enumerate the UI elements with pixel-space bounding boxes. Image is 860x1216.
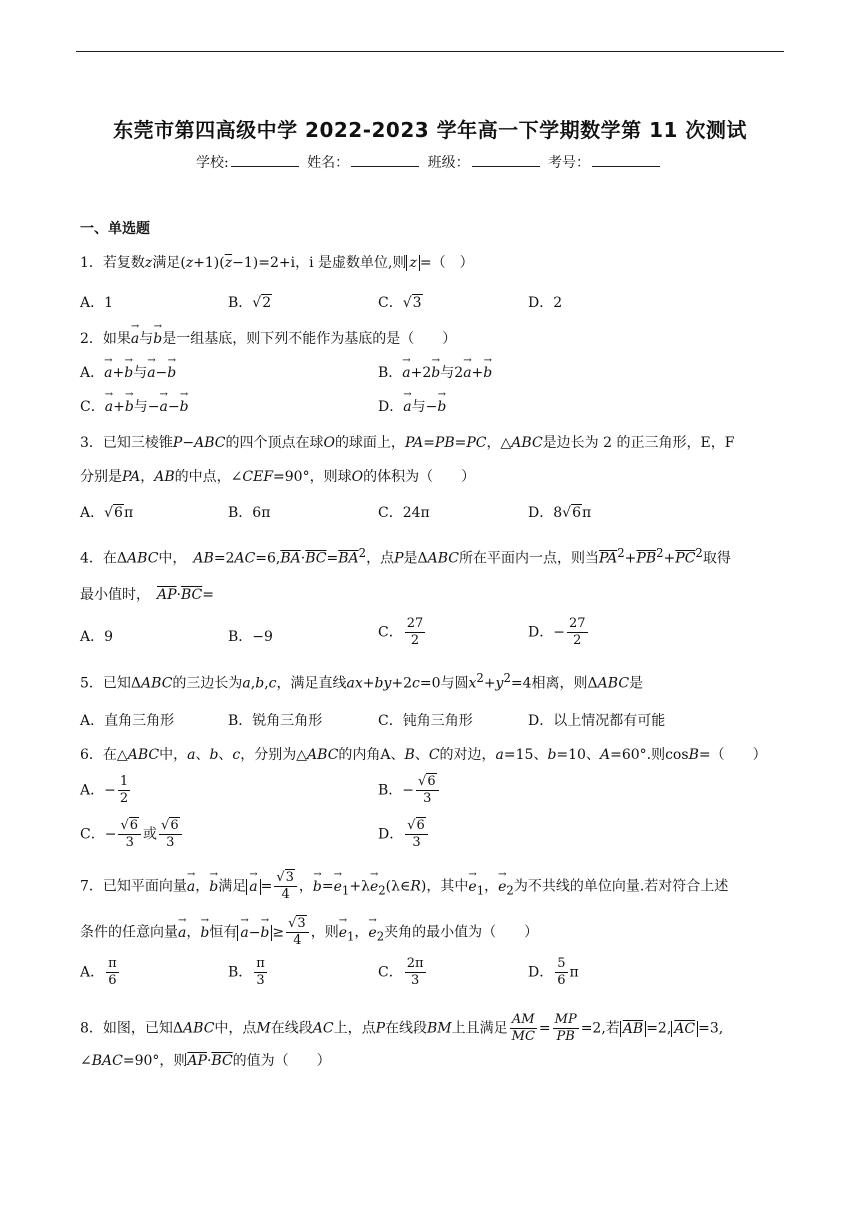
- exam-number-label: 考号：: [548, 155, 591, 171]
- q6-option-a[interactable]: A．− $\frac{1}{2}$: [80, 774, 129, 806]
- q6-option-c[interactable]: C．− $\frac{√6}{3}$ 或 $\frac{√6}{3}$: [80, 818, 184, 851]
- exam-title: 东莞市第四高级中学 2022-2023 学年高一下学期数学第 11 次测试: [113, 118, 747, 142]
- q3-option-c[interactable]: C．24π: [378, 505, 430, 521]
- q4-option-b[interactable]: B．−9: [228, 629, 273, 645]
- student-info-line: [0, 152, 860, 172]
- q3-option-d[interactable]: D．8√6π: [528, 505, 592, 521]
- name-label: 姓名：: [307, 155, 350, 171]
- q3-option-a[interactable]: A．√6π: [80, 505, 134, 521]
- q6-option-d[interactable]: D． $\frac{√6}{3}$: [378, 818, 430, 851]
- q5-option-d[interactable]: D．以上情况都有可能: [528, 713, 666, 729]
- q6-option-b[interactable]: B．− $\frac{√6}{3}$: [378, 774, 441, 807]
- question-5: 5．已知ΔABC的三边长为a,b,c，满足直线ax+by+2c=0与圆$x^2+y^2=4$相离，则ΔABC是: [80, 671, 644, 692]
- q7-option-a[interactable]: A． $\frac{\pi}{6}$: [80, 956, 117, 988]
- school-blank[interactable]: [231, 154, 299, 167]
- question-2: 2．如果→ a与→ b是一组基底，则下列不能作为基底的是（ ）: [80, 328, 456, 348]
- q7-option-c[interactable]: C． $\frac{2\pi}{3}$: [378, 956, 424, 988]
- q2-option-a[interactable]: A．→ a+→ b与→ a−→ b: [80, 362, 176, 382]
- question-4-line-1: 4．在ΔABC中， $AB=2AC=6,\overline{BA}\cdot\overline{BC}=\overline{BA}^2$，点P是ΔABC所在平面内一点，则当$\overline{PA}^2+\overline{PB}^2+\overline{PC}^2$取得: [80, 546, 731, 567]
- class-label: 班级：: [427, 155, 470, 171]
- question-7-line-1: 7．已知平面向量→ a，→ b满足 → a = $\frac{√3}{4}$ ，→ $b=\to e_1+\lambda\to$ $e_2(\lambda\in R)$，其中→ $e_1$，→ $e_2$为不共线的单位向量.若对符合上述: [80, 870, 728, 903]
- question-4-line-2: 最小值时， $\overline{AP}\cdot\overline{BC}=$: [80, 587, 214, 603]
- q4-option-c[interactable]: C． $\frac{27}{2}$: [378, 616, 424, 648]
- q2-option-b[interactable]: B．→ a+2→ b与2→ a+→ b: [378, 362, 492, 382]
- q4-option-a[interactable]: A．9: [80, 629, 114, 645]
- q3-option-b[interactable]: B．6π: [228, 505, 271, 521]
- q1-option-d[interactable]: D．2: [528, 295, 563, 311]
- question-8-line-2: ∠BAC=90°，则$\overline{AP}\cdot\overline{BC}$的值为（ ）: [80, 1053, 331, 1069]
- name-blank[interactable]: [351, 154, 419, 167]
- q2-option-d[interactable]: D．→ a与−→ b: [378, 396, 446, 416]
- question-3-line-1: 3．已知三棱锥P−ABC的四个顶点在球O的球面上，PA=PB=PC，△ABC是边长为 2 的正三角形，E，F: [80, 435, 735, 451]
- q7-option-d[interactable]: D． $\frac{5}{6}$ π: [528, 956, 579, 988]
- q1-option-c[interactable]: C．√3: [378, 295, 422, 311]
- question-3-line-2: 分别是PA，AB的中点，∠CEF=90°，则球O的体积为（ ）: [80, 469, 476, 485]
- question-7-line-2: 条件的任意向量→ a，→ b恒有 → a−→ b ≥ $\frac{√3}{4}$ ，则→ $e_1$，→ $e_2$夹角的最小值为（ ）: [80, 916, 538, 949]
- q5-option-a[interactable]: A．直角三角形: [80, 713, 175, 729]
- section-title: 一、单选题: [80, 221, 150, 237]
- school-label: 学校:: [195, 155, 229, 171]
- question-8-line-1: 8．如图，已知ΔABC中，点M在线段AC上，点P在线段BM上且满足 $\frac{AM}{MC}$ = $\frac{MP}{PB}$ =2,若 $\overline{AB} =2$, $\overline{AC} =3$,: [80, 1012, 724, 1044]
- exam-number-blank[interactable]: [592, 154, 660, 167]
- question-6: 6．在△ABC中，a、b、c，分别为△ABC的内角A、B、C的对边，a=15、b=10、A=60°.则cosB=（ ）: [80, 747, 767, 763]
- header-rule: [76, 51, 784, 52]
- q7-option-b[interactable]: B． $\frac{\pi}{3}$: [228, 956, 265, 988]
- q5-option-c[interactable]: C．钝角三角形: [378, 713, 473, 729]
- q2-option-c[interactable]: C．→ a+→ b与−→ a−→ b: [80, 396, 189, 416]
- q1-option-b[interactable]: B．√2: [228, 295, 272, 311]
- q4-option-d[interactable]: D．− $\frac{27}{2}$: [528, 616, 586, 648]
- question-1: 1．若复数z满足$(z+1)(\overline{z}-1)=2+i$，i 是虚数单位,则 z =（ ）: [80, 255, 474, 271]
- q5-option-b[interactable]: B．锐角三角形: [228, 713, 323, 729]
- class-blank[interactable]: [472, 154, 540, 167]
- q1-option-a[interactable]: A．1: [80, 295, 114, 311]
